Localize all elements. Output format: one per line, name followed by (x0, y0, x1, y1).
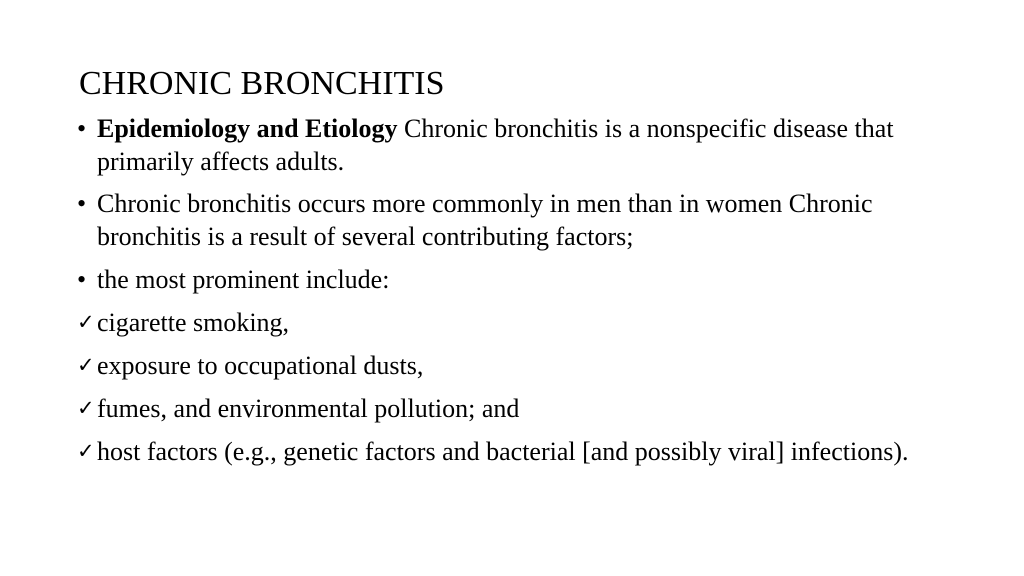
checklist-item (77, 435, 977, 468)
checklist-item (77, 306, 977, 339)
item-text: Chronic bronchitis occurs more commonly in men than in women Chronic bronchitis is a result of several contributing factors; (97, 189, 873, 251)
bullet-icon: • (77, 189, 87, 218)
checklist-item (77, 392, 977, 425)
item-bold-text: Epidemiology and Etiology (97, 114, 398, 143)
item-text: host factors (e.g., genetic factors and bacterial [and possibly viral] infections). (97, 437, 909, 466)
checklist-item (77, 349, 977, 382)
bullet-item (77, 187, 977, 253)
bullet-item (77, 263, 977, 296)
slide-body (77, 112, 977, 468)
checkmark-icon: ✓ (77, 439, 95, 463)
checkmark-icon: ✓ (77, 310, 95, 334)
slide-title: CHRONIC BRONCHITIS (79, 65, 445, 102)
item-text: exposure to occupational dusts, (97, 351, 424, 380)
item-text: the most prominent include: (97, 265, 390, 294)
checkmark-icon: ✓ (77, 353, 95, 377)
item-text: fumes, and environmental pollution; and (97, 394, 520, 423)
item-text: Chronic bronchitis is a nonspecific disease that primarily affects adults. (97, 114, 894, 176)
checkmark-icon: ✓ (77, 396, 95, 420)
bullet-item (77, 112, 977, 178)
bullet-icon: • (77, 114, 87, 143)
item-text: cigarette smoking, (97, 308, 290, 337)
bullet-icon: • (77, 265, 87, 294)
